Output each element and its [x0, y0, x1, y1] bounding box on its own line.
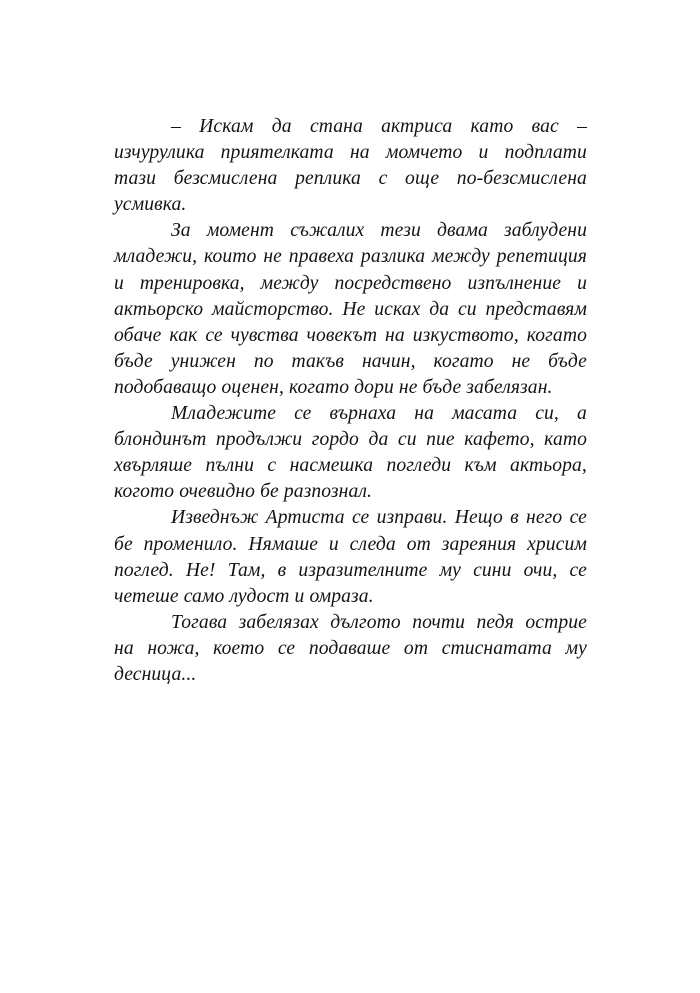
paragraph-line: на ножа, което се подаваше от стиснатата му [114, 637, 587, 659]
paragraph-line: – Искам да стана актриса като вас – [171, 116, 587, 137]
paragraph [114, 505, 587, 609]
paragraph-line: Изведнъж Артиста се изправи. Нещо в него се [171, 507, 587, 529]
paragraph-line: обаче как се чувства човекът на изкуството, когато [114, 324, 587, 346]
paragraph-line: актьорско майсторство. Не исках да си представям [114, 298, 587, 320]
paragraph-line: бе променило. Нямаше и следа от зареяния хрисим [114, 533, 587, 555]
story-text [114, 114, 587, 688]
paragraph-line: За момент съжалих тези двама заблудени [171, 220, 587, 242]
paragraph-line: блондинът продължи гордо да си пие кафето, като [114, 429, 587, 451]
paragraph-line: поглед. Не! Там, в изразителните му сини очи, се [114, 559, 587, 581]
paragraph-line: Тогава забелязах дългото почти педя острие [171, 611, 587, 633]
paragraph-line: Младежите се върнаха на масата си, а [171, 403, 587, 425]
paragraph [114, 114, 587, 218]
paragraph-line: хвърляше пълни с насмешка погледи към актьора, [114, 455, 587, 477]
paragraph-line: тази безсмислена реплика с още по-безсмислена [114, 168, 587, 190]
paragraph [114, 218, 587, 401]
paragraph [114, 610, 587, 688]
paragraph [114, 401, 587, 505]
paragraph-line: изчурулика приятелката на момчето и подплати [114, 142, 587, 164]
paragraph-line: десница... [114, 663, 197, 685]
paragraph-line: и тренировка, между посредствено изпълнение и [114, 272, 587, 294]
paragraph-line: усмивка. [114, 194, 187, 216]
paragraph-line: младежи, които не правеха разлика между репетиция [114, 246, 587, 268]
paragraph-line: когото очевидно бе разпознал. [114, 481, 373, 503]
paragraph-line: бъде унижен по такъв начин, когато не бъде [114, 350, 587, 372]
paragraph-line: подобаващо оценен, когато дори не бъде забелязан. [114, 376, 553, 398]
paragraph-line: четеше само лудост и омраза. [114, 585, 374, 607]
